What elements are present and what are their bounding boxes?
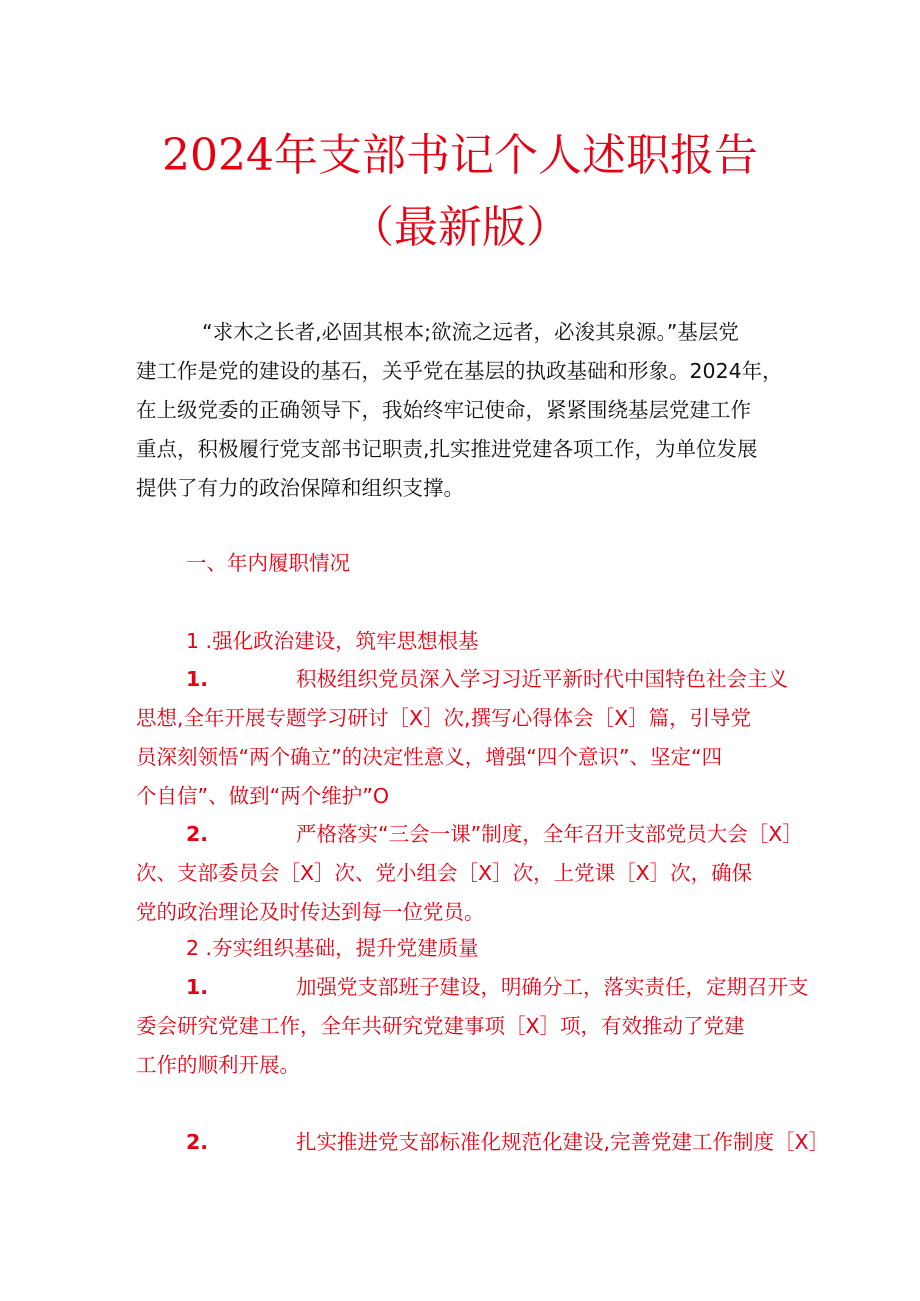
intro-line: 在上级党委的正确领导下，我始终牢记使命，紧紧围绕基层党建工作 bbox=[136, 398, 751, 422]
intro-paragraph bbox=[136, 313, 788, 508]
list-item bbox=[136, 660, 788, 816]
item-text: 加强党支部班子建设，明确分工，落实责任，定期召开支 bbox=[296, 975, 809, 999]
item-text: 严格落实“三会一课”制度，全年召开支部党员大会［X］ bbox=[296, 822, 803, 846]
item-number: 1. bbox=[186, 975, 209, 999]
item-number: 2. bbox=[186, 1130, 209, 1154]
item-text: 思想,全年开展专题学习研讨［X］次,撰写心得体会［X］篇，引导党 bbox=[136, 706, 752, 730]
item-text: 委会研究党建工作，全年共研究党建事项［X］项，有效推动了党建 bbox=[136, 1014, 745, 1038]
intro-line: “求木之长者,必固其根本;欲流之远者，必浚其泉源。”基层党 bbox=[202, 320, 739, 344]
intro-line: 提供了有力的政治保障和组织支撑。 bbox=[136, 476, 464, 500]
subsection-heading: 1 .强化政治建设，筑牢思想根基 bbox=[186, 629, 479, 653]
intro-line: 重点，积极履行党支部书记职责,扎实推进党建各项工作，为单位发展 bbox=[136, 437, 758, 461]
list-item bbox=[136, 815, 803, 932]
item-text: 工作的顺利开展。 bbox=[136, 1053, 300, 1077]
section-heading: 一、年内履职情况 bbox=[186, 551, 350, 575]
list-item bbox=[136, 1123, 830, 1162]
item-text: 扎实推进党支部标准化规范化建设,完善党建工作制度［X］ bbox=[296, 1130, 830, 1154]
item-text: 个自信”、做到“两个维护”O bbox=[136, 784, 389, 808]
intro-line: 建工作是党的建设的基石，关乎党在基层的执政基础和形象。2024年， bbox=[136, 359, 783, 383]
item-text: 积极组织党员深入学习习近平新时代中国特色社会主义 bbox=[296, 667, 788, 691]
item-text: 党的政治理论及时传达到每一位党员。 bbox=[136, 900, 485, 924]
subsection-heading: 2 .夯实组织基础，提升党建质量 bbox=[186, 936, 479, 960]
document-subtitle: （最新版） bbox=[350, 202, 570, 253]
item-text: 次、支部委员会［X］次、党小组会［X］次，上党课［X］次，确保 bbox=[136, 861, 753, 885]
item-number: 1. bbox=[186, 667, 209, 691]
list-item bbox=[136, 968, 809, 1085]
item-text: 员深刻领悟“两个确立”的决定性意义，增强“四个意识”、坚定“四 bbox=[136, 745, 723, 769]
document-title: 2024年支部书记个人述职报告 bbox=[162, 130, 758, 181]
item-number: 2. bbox=[186, 822, 209, 846]
